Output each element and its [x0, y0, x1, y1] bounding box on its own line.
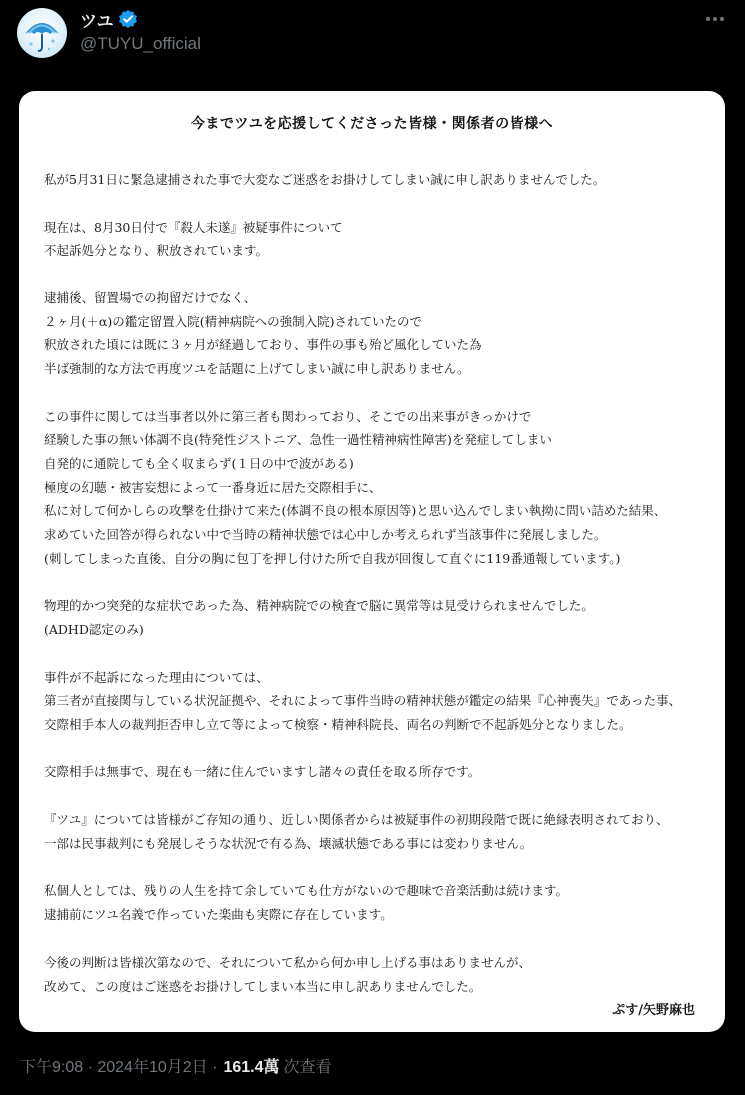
statement-line: 自発的に通院しても全く収まらず(１日の中で波がある) — [44, 456, 354, 471]
statement-line: 改めて、この度はご迷惑をお掛けしてしまい本当に申し訳ありませんでした。 — [44, 979, 482, 994]
statement-line: 現在は、8月30日付で『殺人未遂』被疑事件について — [44, 220, 343, 235]
tweet-timestamp[interactable]: 下午9:08 · 2024年10月2日 · — [20, 1059, 218, 1076]
statement-signature: ぷす/矢野麻也 — [612, 1003, 695, 1018]
statement-line: 釈放された頃には既に３ヶ月が経過しており、事件の事も殆ど風化していた為 — [44, 337, 482, 352]
statement-line: 逮捕後、留置場での拘留だけでなく、 — [44, 290, 257, 305]
more-options-icon[interactable] — [700, 6, 730, 32]
statement-title: 今までツユを応援してくださった皆様・関係者の皆様へ — [190, 116, 554, 132]
statement-line: 一部は民事裁判にも発展しそうな状況で有る為、壊滅状態である事には変わりません。 — [44, 836, 533, 851]
statement-line: 交際相手本人の裁判拒否申し立て等によって検察・精神科院長、両名の判断で不起訴処分となりました。 — [44, 717, 632, 732]
statement-line: 第三者が直接関与している状況証拠や、それによって事件当時の精神状態が鑑定の結果『心神喪失』であった事、 — [44, 693, 682, 708]
author-name-row — [80, 8, 138, 30]
verified-badge-icon[interactable] — [118, 9, 138, 29]
statement-line: 私個人としては、残りの人生を持て余していても仕方がないので趣味で音楽活動は続けます。 — [44, 883, 569, 898]
author-display-name[interactable]: ツユ — [80, 11, 114, 32]
statement-line: 極度の幻聴・被害妄想によって一番身近に居た交際相手に、 — [44, 480, 382, 495]
statement-line: 経験した事の無い体調不良(特発性ジストニア、急性一過性精神病性障害)を発症してしまい — [44, 432, 552, 447]
statement-line: 交際相手は無事で、現在も一緒に住んでいますし諸々の責任を取る所存です。 — [44, 764, 481, 779]
statement-line: (刺してしまった直後、自分の胸に包丁を押し付けた所で自我が回復して直ぐに119番通報しています。) — [44, 551, 621, 566]
views-label: 次查看 — [283, 1059, 332, 1076]
statement-line: 物理的かつ突発的な症状であった為、精神病院での検査で脳に異常等は見受けられませんでした。 — [44, 598, 594, 613]
author-handle[interactable]: @TUYU_official — [80, 34, 201, 53]
statement-line: 逮捕前にツユ名義で作っていた楽曲も実際に存在しています。 — [44, 907, 393, 922]
views-count: 161.4萬 — [223, 1059, 280, 1076]
statement-line: 私が5月31日に緊急逮捕された事で大変なご迷惑をお掛けしてしまい誠に申し訳ありませんでした。 — [44, 172, 606, 187]
tweet-header — [0, 0, 745, 80]
statement-line: 『ツユ』については皆様がご存知の通り、近しい関係者からは被疑事件の初期段階で既に絶縁表明されており、 — [44, 812, 669, 827]
statement-line: 今後の判断は皆様次第なので、それについて私から何か申し上げる事はありませんが、 — [44, 955, 532, 970]
statement-line: 私に対して何かしらの攻撃を仕掛けて来た(体調不良の根本原因等)と思い込んでしまい執拗に問い詰めた結果、 — [44, 503, 667, 518]
statement-line: 求めていた回答が得られない中で当時の精神状態では心中しか考えられず当該事件に発展しました。 — [44, 527, 607, 542]
umbrella-avatar-icon[interactable] — [17, 8, 67, 58]
tweet-meta — [20, 1054, 332, 1077]
statement-line: 半ば強制的な方法で再度ツユを話題に上げてしまい誠に申し訳ありません。 — [44, 361, 470, 376]
statement-image[interactable] — [19, 91, 725, 1032]
statement-line: 事件が不起訴になった理由については、 — [44, 670, 269, 685]
statement-line: この事件に関しては当事者以外に第三者も関わっており、そこでの出来事がきっかけで — [44, 409, 532, 424]
statement-line: (ADHD認定のみ) — [44, 622, 144, 637]
statement-line: ２ヶ月(＋α)の鑑定留置入院(精神病院への強制入院)されていたので — [44, 314, 422, 329]
statement-line: 不起訴処分となり、釈放されています。 — [44, 243, 269, 258]
